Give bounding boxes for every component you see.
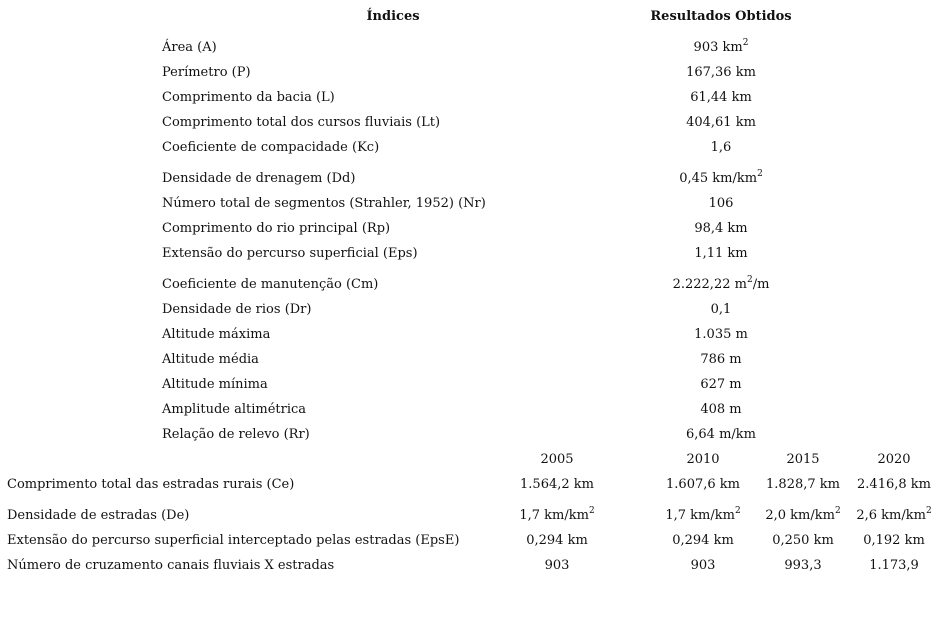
road-index-value: 0,294 km bbox=[526, 533, 588, 548]
index-value: 408 m bbox=[700, 402, 742, 417]
road-index-value: 1.564,2 km bbox=[520, 477, 594, 492]
road-index-value: 2.416,8 km bbox=[857, 477, 931, 492]
road-index-value: 1.607,6 km bbox=[666, 477, 740, 492]
index-value: 6,64 m/km bbox=[686, 427, 756, 442]
index-label: Relação de relevo (Rr) bbox=[162, 427, 310, 442]
index-label: Altitude média bbox=[162, 352, 259, 367]
road-index-value: 1.173,9 bbox=[869, 558, 919, 573]
index-value: 0,1 bbox=[710, 302, 732, 317]
index-label: Altitude mínima bbox=[162, 377, 268, 392]
road-index-value: 1.828,7 km bbox=[766, 477, 840, 492]
year-header: 2015 bbox=[786, 452, 820, 467]
road-index-value: 903 bbox=[690, 558, 716, 573]
road-index-value: 0,250 km bbox=[772, 533, 834, 548]
index-label: Densidade de rios (Dr) bbox=[162, 302, 312, 317]
index-label: Área (A) bbox=[162, 40, 217, 55]
road-index-label: Densidade de estradas (De) bbox=[7, 508, 190, 523]
year-header: 2005 bbox=[540, 452, 574, 467]
index-value: 2.222,22 $m^2/m$ bbox=[672, 274, 770, 292]
index-label: Comprimento do rio principal (Rp) bbox=[162, 221, 391, 236]
index-value: 167,36 km bbox=[686, 65, 756, 80]
index-label: Comprimento total dos cursos fluviais (Lt) bbox=[162, 115, 441, 130]
road-index-value: 0,294 km bbox=[672, 533, 734, 548]
road-index-label: Extensão do percurso superficial interceptado pelas estradas (EpsE) bbox=[7, 533, 460, 548]
index-label: Densidade de drenagem (Dd) bbox=[162, 171, 356, 186]
year-header: 2020 bbox=[877, 452, 911, 467]
index-value: 1.035 m bbox=[694, 327, 748, 342]
index-value: 1,6 bbox=[710, 140, 732, 155]
road-index-value: 2,0 $km/km^2$ bbox=[765, 505, 841, 523]
road-index-value: 1,7 $km/km^2$ bbox=[665, 505, 741, 523]
index-label: Coeficiente de manutenção (Cm) bbox=[162, 277, 379, 292]
road-index-value: 1,7 $km/km^2$ bbox=[519, 505, 595, 523]
index-label: Altitude máxima bbox=[162, 327, 271, 342]
index-value: 106 bbox=[708, 196, 734, 211]
index-label: Coeficiente de compacidade (Kc) bbox=[162, 140, 380, 155]
index-value: 61,44 km bbox=[690, 90, 752, 105]
index-label: Comprimento da bacia (L) bbox=[162, 90, 335, 105]
road-index-value: 903 bbox=[544, 558, 570, 573]
indices-header: Índices bbox=[366, 9, 420, 24]
road-index-label: Comprimento total das estradas rurais (Ce) bbox=[7, 477, 295, 492]
index-value: 98,4 km bbox=[694, 221, 748, 236]
index-value: 903 $km^2$ bbox=[693, 37, 749, 55]
index-value: 627 m bbox=[700, 377, 742, 392]
year-header: 2010 bbox=[686, 452, 720, 467]
index-value: 1,11 km bbox=[694, 246, 748, 261]
index-value: 404,61 km bbox=[686, 115, 756, 130]
index-label: Amplitude altimétrica bbox=[162, 402, 307, 417]
index-label: Número total de segmentos (Strahler, 1952) (Nr) bbox=[162, 196, 486, 211]
road-index-value: 993,3 bbox=[784, 558, 822, 573]
results-header: Resultados Obtidos bbox=[650, 9, 792, 24]
index-value: 786 m bbox=[700, 352, 742, 367]
road-index-label: Número de cruzamento canais fluviais X estradas bbox=[7, 558, 335, 573]
index-label: Perímetro (P) bbox=[162, 65, 251, 80]
road-index-value: 0,192 km bbox=[863, 533, 925, 548]
index-label: Extensão do percurso superficial (Eps) bbox=[162, 246, 418, 261]
road-index-value: 2,6 $km/km^2$ bbox=[856, 505, 932, 523]
index-value: 0,45 $km/km^2$ bbox=[679, 168, 763, 186]
